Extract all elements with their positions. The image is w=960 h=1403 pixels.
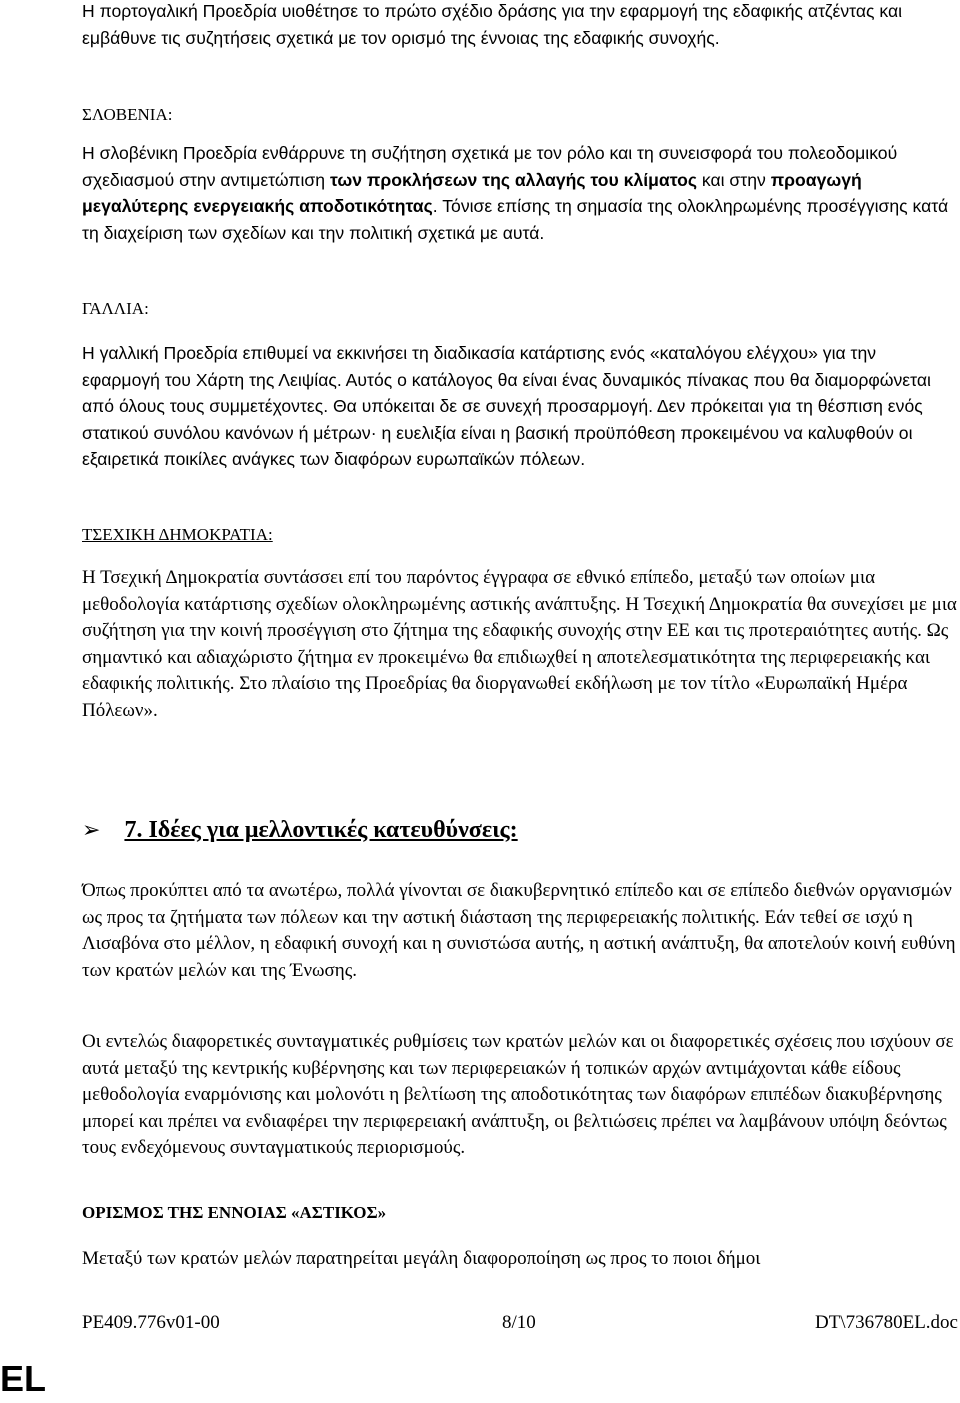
slovenia-text-1: Η σλοβένικη Προεδρία ενθάρρυνε τη συζήτηση σχετικά με τον ρόλο και τη συνεισφορά του πολεοδομικού σχεδιασμού στην αντιμετώπιση: [82, 143, 898, 190]
slovenia-heading: ΣΛΟΒΕΝΙΑ:: [82, 105, 173, 124]
section7-paragraph-2: Οι εντελώς διαφορετικές συνταγματικές ρυθμίσεις των κρατών μελών και οι διαφορετικές σχέσεις που ισχύουν σε αυτά μεταξύ της κεντρικής κυβέρνησης και των περιφερειακών ή τοπικών αρχών αντιμάχονται κάθε είδους μεθοδολογία εναρμόνισης και μολονότι η βελτίωση της αποδοτικότητας των διαφόρων επιπέδων διακυβέρνησης μπορεί και πρέπει να ενδιαφέρει την περιφερειακή ανάπτυξη, οι βελτιώσεις πρέπει να λαμβάνουν υπόψη δεόντως τους ενδεχόμενους συνταγματικούς περιορισμούς.: [82, 1031, 954, 1158]
definition-subheading: ΟΡΙΣΜΟΣ ΤΗΣ ΕΝΝΟΙΑΣ «ΑΣΤΙΚΟΣ»: [82, 1203, 387, 1222]
slovenia-bold-2: προαγωγή μεγαλύτερης ενεργειακής αποδοτικότητας: [82, 169, 862, 216]
section-7-title: [82, 817, 518, 844]
arrow-bullet-icon: ➢: [82, 818, 101, 843]
czech-paragraph: Η Τσεχική Δημοκρατία συντάσσει επί του παρόντος έγγραφα σε εθνικό επίπεδο, μεταξύ των οποίων μια μεθοδολογία κατάρτισης σχεδίων ολοκληρωμένης αστικής ανάπτυξης. Η Τσεχική Δημοκρατία θα συνεχίσει με μια συζήτηση για την κοινή προσέγγιση στο ζήτημα της εδαφικής συνοχής στην ΕΕ και τις προτεραιότητες αυτής. Ως σημαντικό και αδιαχώριστο ζήτημα εν προκειμένω θα επιδιωχθεί η αποτελεσματικότητα της περιφερειακής και εδαφικής πολιτικής. Στο πλαίσιο της Προεδρίας θα διοργανωθεί εκδήλωση με τον τίτλο «Ευρωπαϊκή Ημέρα Πόλεων».: [82, 567, 957, 721]
czech-heading: ΤΣΕΧΙΚΗ ΔΗΜΟΚΡΑΤΙΑ:: [82, 525, 273, 544]
slovenia-text-2: και στην: [696, 169, 771, 190]
footer-page-number: 8/10: [502, 1312, 536, 1333]
section7-paragraph-3: Μεταξύ των κρατών μελών παρατηρείται μεγάλη διαφοροποίηση ως προς το ποιοι δήμοι: [82, 1248, 761, 1269]
footer-reference: PE409.776v01-00: [82, 1312, 220, 1333]
footer-doc-name: DT\736780EL.doc: [814, 1312, 958, 1333]
section-7-title-text: 7. Ιδέες για μελλοντικές κατευθύνσεις:: [124, 817, 518, 843]
language-code: EL: [0, 1358, 47, 1399]
slovenia-bold-1: των προκλήσεων της αλλαγής του κλίματος: [329, 169, 697, 190]
slovenia-text-3: . Τόνισε επίσης τη σημασία της ολοκληρωμένης προσέγγισης κατά τη διαχείριση των σχεδίων και την πολιτική σχετικά με αυτά.: [82, 196, 949, 243]
france-paragraph: Η γαλλική Προεδρία επιθυμεί να εκκινήσει τη διαδικασία κατάρτισης ενός «καταλόγου ελέγχου» για την εφαρμογή του Χάρτη της Λειψίας. Αυτός ο κατάλογος θα είναι ένας δυναμικός πίνακας που θα διαμορφώνεται από όλους τους συμμετέχοντες. Θα υπόκειται δε σε συνεχή προσαρμογή. Δεν πρόκειται για τη θέσπιση ενός στατικού συνόλου κανόνων ή μέτρων· η ευελιξία είναι η βασική προϋπόθεση προκειμένου να καλυφθούν οι εξαιρετικά ποικίλες ανάγκες των διαφόρων ευρωπαϊκών πόλεων.: [82, 343, 931, 469]
slovenia-paragraph: [82, 140, 957, 246]
section7-paragraph-1: Όπως προκύπτει από τα ανωτέρω, πολλά γίνονται σε διακυβερνητικό επίπεδο και σε επίπεδο διεθνών οργανισμών ως προς τα ζητήματα των πόλεων και την αστική διάσταση της περιφερειακής πολιτικής. Εάν τεθεί σε ισχύ η Λισαβόνα στο μέλλον, η εδαφική συνοχή και η συνιστώσα αυτής, η αστική ανάπτυξη, θα αποτελούν κοινή ευθύνη των κρατών μελών και της Ένωσης.: [82, 880, 956, 981]
france-heading: ΓΑΛΛΙΑ:: [82, 299, 149, 318]
continued-paragraph: Η πορτογαλική Προεδρία υιοθέτησε το πρώτο σχέδιο δράσης για την εφαρμογή της εδαφικής ατζέντας και εμβάθυνε τις συζητήσεις σχετικά με τον ορισμό της έννοιας της εδαφικής συνοχής.: [82, 1, 903, 48]
